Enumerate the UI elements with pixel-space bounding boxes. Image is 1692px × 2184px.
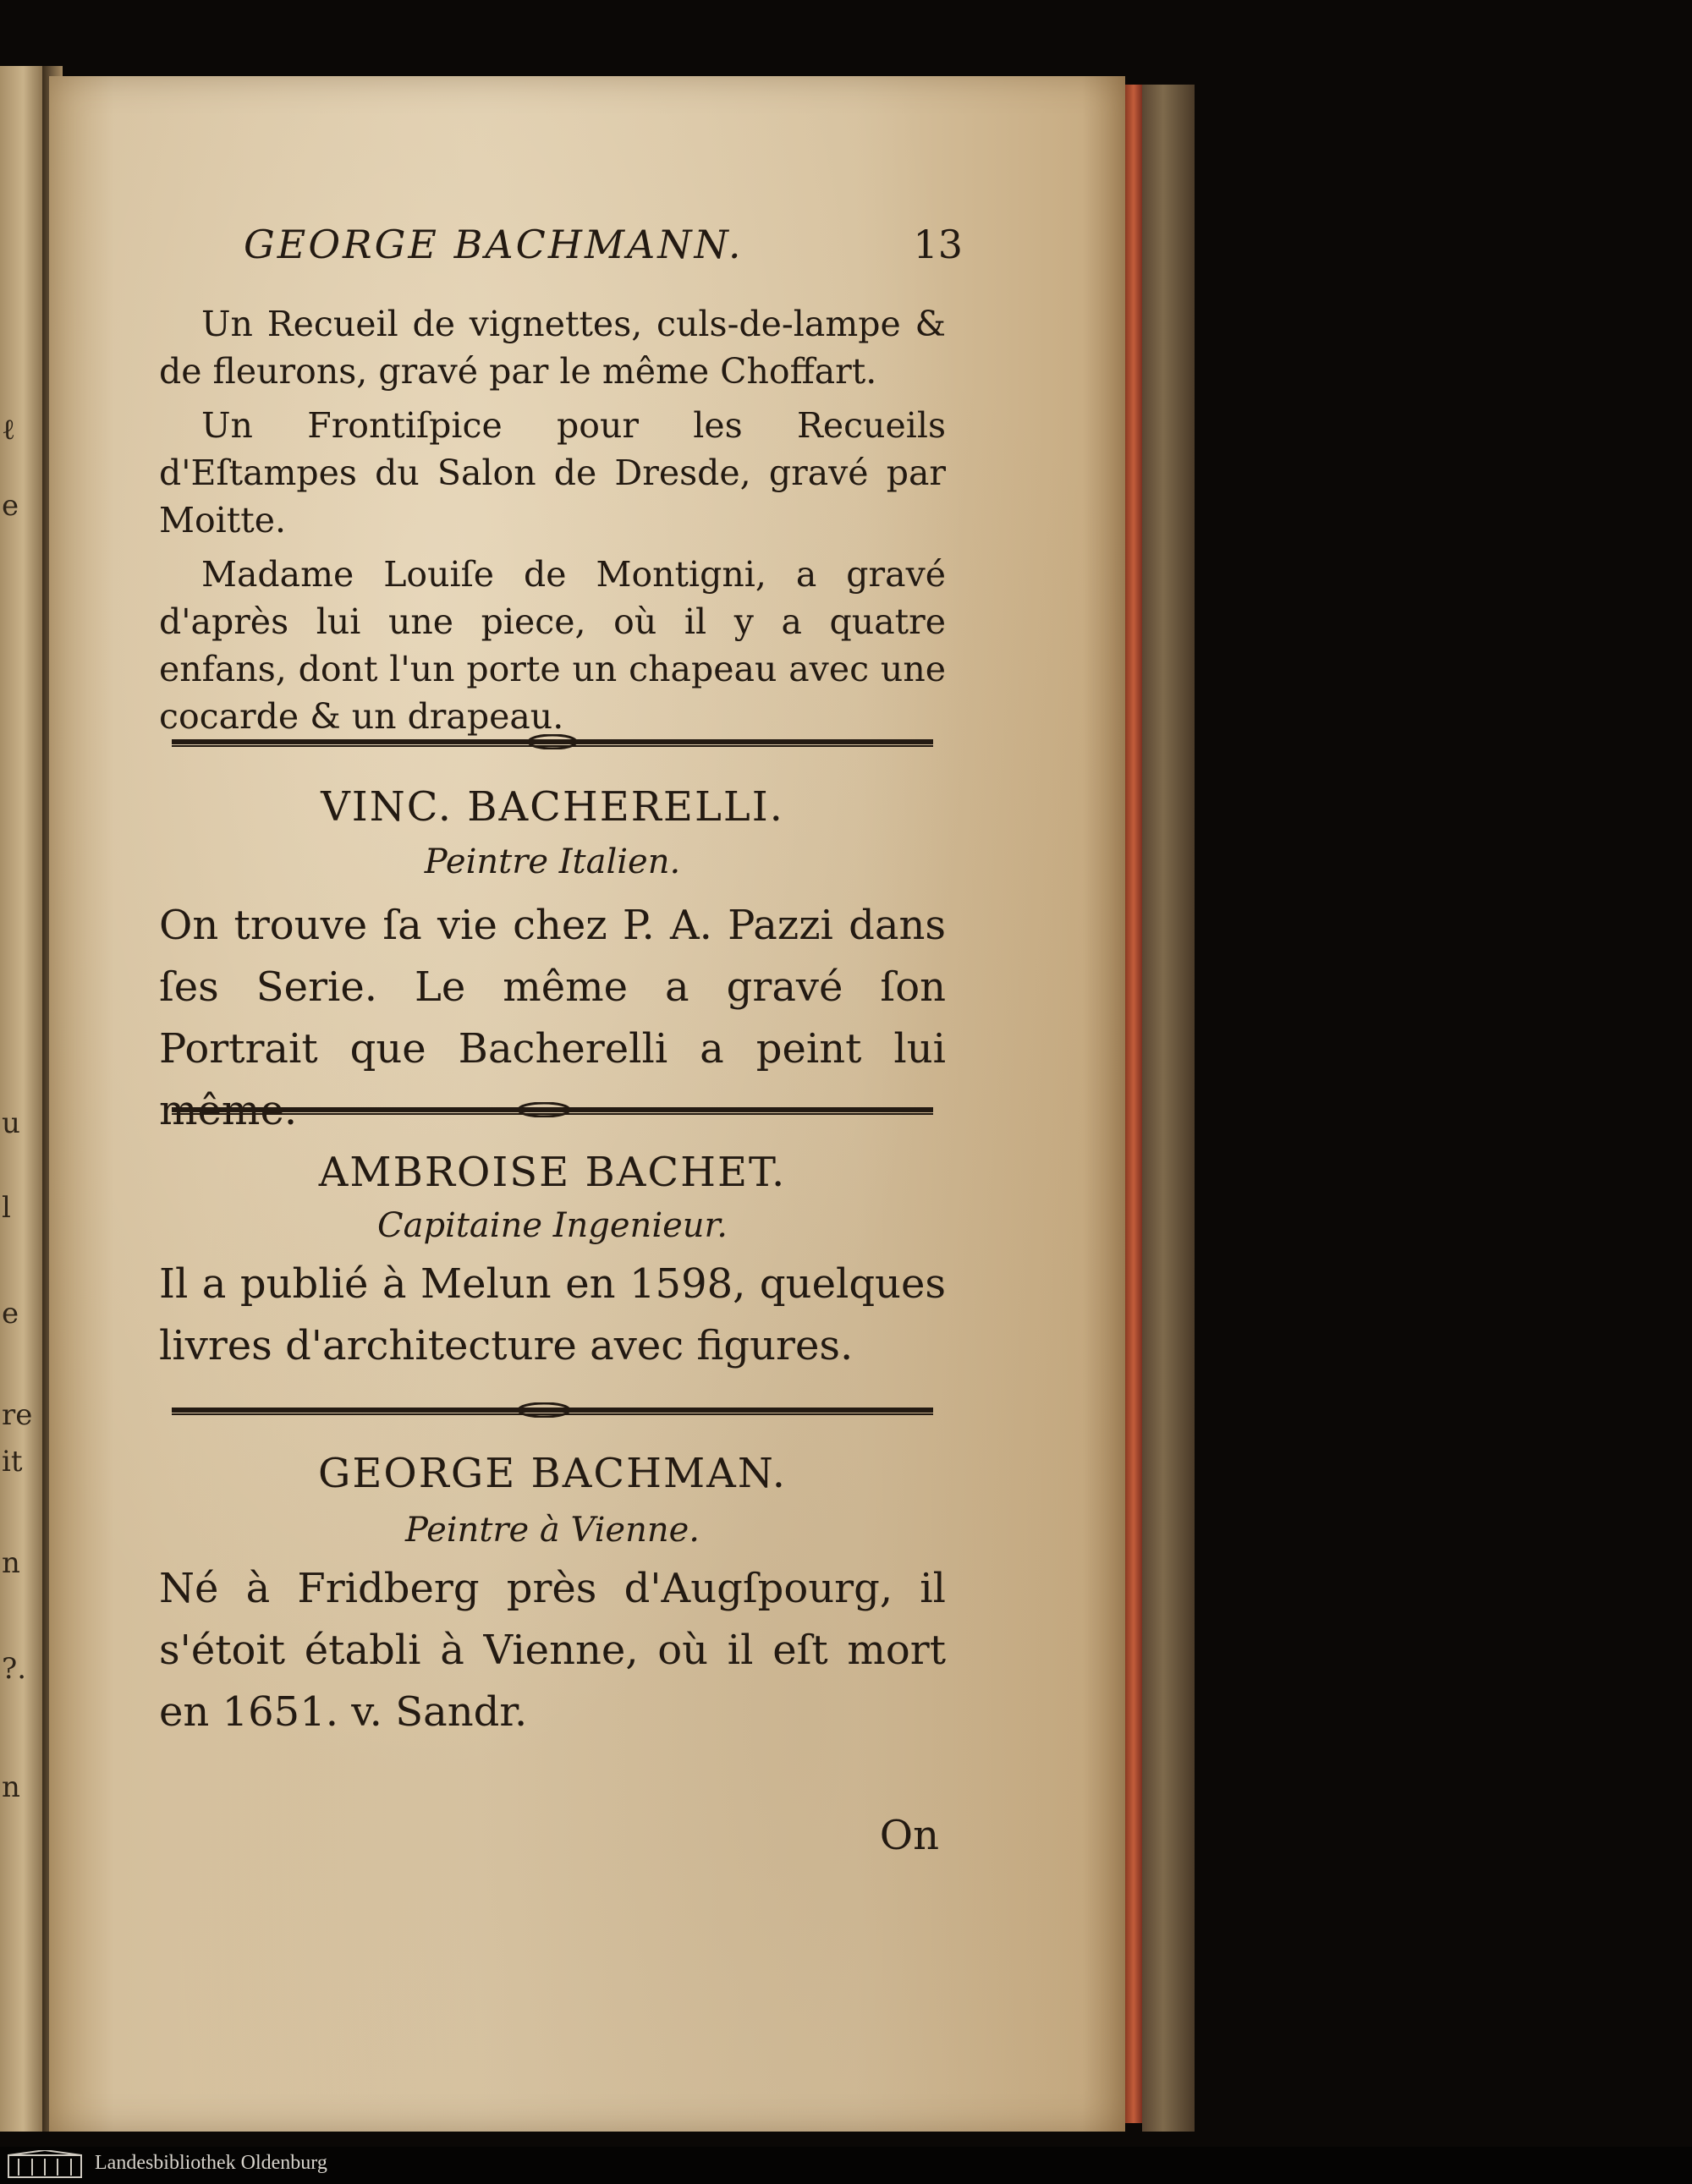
left-fragment: e: [2, 1297, 19, 1331]
left-fragment: it: [2, 1445, 23, 1479]
library-name: Landesbibliothek Oldenburg: [95, 2152, 327, 2174]
entry-text: On trouve ſa vie chez P. A. Pazzi dans ſes Serie. Le même a gravé ſon Portrait que Bacherelli a peint lui même.: [159, 902, 946, 1134]
left-fragment: re: [2, 1398, 33, 1432]
catchword: On: [879, 1812, 939, 1859]
left-fragment: u: [2, 1106, 20, 1140]
library-logo-icon: [7, 2150, 83, 2181]
entry-continuation: [159, 300, 946, 747]
footer-bar: [0, 2147, 1692, 2184]
ornamental-rule: [172, 1102, 933, 1117]
left-page-edge: [0, 66, 42, 2132]
paragraph: Madame Louiſe de Montigni, a gravé d'après lui une piece, où il y a quatre enfans, dont l'un porte un chapeau avec une cocarde & un drapeau.: [159, 554, 946, 737]
book-page: [49, 76, 1125, 2132]
left-fragment: e: [2, 489, 19, 523]
entry-name: AMBROISE BACHET.: [318, 1149, 787, 1196]
left-fragment: l: [2, 1191, 11, 1225]
left-fragment: ?.: [2, 1652, 27, 1686]
paragraph: Un Frontiſpice pour les Recueils d'Eſtampes du Salon de Dresde, gravé par Moitte.: [159, 405, 946, 541]
paragraph: Un Recueil de vignettes, culs-de-lampe & de fleurons, gravé par le même Choffart.: [159, 304, 946, 392]
page-number: 13: [913, 222, 963, 267]
entry-title: Peintre Italien.: [424, 842, 681, 881]
ornamental-rule: [172, 1402, 933, 1418]
red-fore-edge: [1125, 85, 1142, 2123]
entry-text: Né à Fridberg près d'Augſpourg, il s'étoit établi à Vienne, où il eſt mort en 1651. v. Sandr.: [159, 1565, 946, 1736]
ornamental-rule: [172, 734, 933, 749]
left-fragment: n: [2, 1546, 20, 1580]
running-head: GEORGE BACHMANN.: [244, 222, 744, 267]
entry-text: Il a publié à Melun en 1598, quelques livres d'architecture avec figures.: [159, 1260, 946, 1369]
entry-title: Peintre à Vienne.: [404, 1511, 700, 1550]
left-fragment: n: [2, 1770, 20, 1804]
left-fragment: ℓ: [2, 413, 16, 447]
entry-name: VINC. BACHERELLI.: [321, 783, 784, 831]
book-binding: [1142, 85, 1195, 2132]
entry-name: GEORGE BACHMAN.: [317, 1450, 788, 1497]
entry-title: Capitaine Ingenieur.: [377, 1206, 728, 1245]
